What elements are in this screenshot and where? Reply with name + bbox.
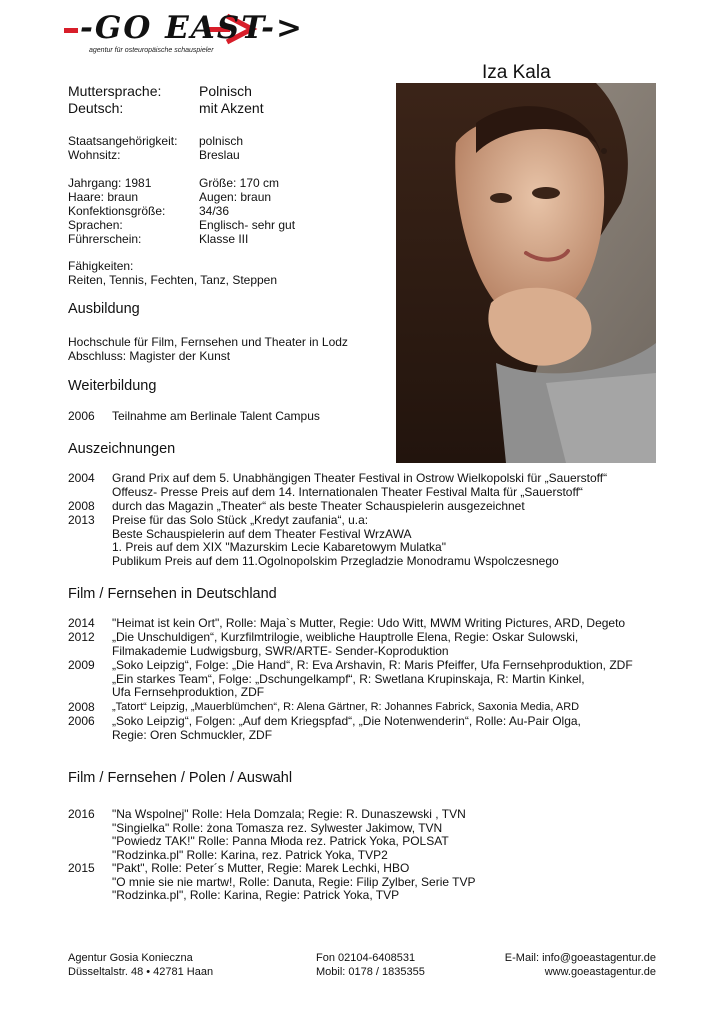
- entry-line: Publikum Preis auf dem 11.Ogolnopolskim Przegladzie Monodramu Wspolczesnego: [112, 553, 559, 568]
- phone-number: Fon 02104-6408531: [316, 952, 416, 964]
- entry-line: „Soko Leipzig“, Folgen: „Auf dem Kriegspfad“, „Die Notenwenderin“, Rolle: Au-Pair Olga,: [112, 714, 581, 728]
- entry-year: 2004: [68, 471, 95, 485]
- film-germany-heading: Film / Fernsehen in Deutschland: [68, 586, 277, 602]
- entry-line: „Ein starkes Team“, Folge: „Dschungelkampf“, R: Swetlana Krupinskaja, R: Martin Kinkel,: [112, 671, 585, 686]
- entry-year: 2006: [68, 409, 95, 423]
- entry-line: Grand Prix auf dem 5. Unabhängigen Theater Festival in Ostrow Wielkopolski für „Sauerstoff“: [112, 471, 608, 485]
- entry-line: Regie: Oren Schmuckler, ZDF: [112, 727, 273, 742]
- german-label: Deutsch:: [68, 100, 124, 116]
- portrait-photo: [396, 83, 656, 463]
- residence-value: Breslau: [199, 148, 240, 162]
- entry-year: 2008: [68, 700, 95, 714]
- entry-line: Teilnahme am Berlinale Talent Campus: [112, 409, 320, 423]
- email-link[interactable]: E-Mail: info@goeastagentur.de: [504, 952, 656, 964]
- awards-heading: Auszeichnungen: [68, 441, 176, 457]
- license-value: Klasse III: [199, 232, 249, 246]
- entry-year: 2013: [68, 513, 95, 527]
- hair-label: Haare: braun: [68, 190, 139, 204]
- entry-year: 2014: [68, 616, 95, 630]
- film-poland-heading: Film / Fernsehen / Polen / Auswahl: [68, 770, 293, 786]
- skills-label: Fähigkeiten:: [68, 259, 134, 273]
- eyes-value: Augen: braun: [199, 190, 272, 204]
- entry-year: 2009: [68, 658, 95, 672]
- nationality-label: Staatsangehörigkeit:: [68, 134, 178, 148]
- clothing-size-label: Konfektionsgröße:: [68, 204, 166, 218]
- mother-tongue-label: Muttersprache:: [68, 83, 162, 99]
- entry-line: Filmakademie Ludwigsburg, SWR/ARTE- Sender-Koproduktion: [112, 643, 449, 658]
- skills-value: Reiten, Tennis, Fechten, Tanz, Steppen: [68, 273, 278, 287]
- birth-year-label: Jahrgang: 1981: [68, 176, 152, 190]
- entry-year: 2006: [68, 714, 95, 728]
- entry-line: "O mnie sie nie martw!, Rolle: Danuta, Regie: Filip Zylber, Serie TVP: [112, 874, 476, 889]
- entry-line: Offeusz- Presse Preis auf dem 14. Internationalen Theater Festival Malta für „Sauerstoff“: [112, 484, 583, 499]
- entry-line: "Rodzinka.pl" Rolle: Karina, rez. Patrick Yoka, TVP2: [112, 847, 388, 862]
- license-label: Führerschein:: [68, 232, 142, 246]
- languages-value: Englisch- sehr gut: [199, 218, 296, 232]
- entry-line: "Heimat ist kein Ort", Rolle: Maja`s Mutter, Regie: Udo Witt, MWM Writing Pictures, ARD, Degeto: [112, 616, 626, 630]
- logo-text: -GO EAST->: [80, 10, 304, 46]
- education-line-1: Hochschule für Film, Fernsehen und Theater in Lodz: [68, 335, 348, 349]
- residence-label: Wohnsitz:: [68, 148, 121, 162]
- entry-year: 2008: [68, 499, 95, 513]
- entry-year: 2012: [68, 630, 95, 644]
- logo-subtitle: agentur für osteuropäische schauspieler: [89, 47, 214, 54]
- footer-contact: [478, 951, 656, 979]
- entry-line: durch das Magazin „Theater“ als beste Theater Schauspielerin ausgezeichnet: [112, 499, 525, 513]
- education-heading: Ausbildung: [68, 301, 140, 317]
- go-east-logo: [62, 10, 304, 60]
- entry-line: "Singielka" Rolle: żona Tomasza rez. Sylwester Jakimow, TVN: [112, 820, 443, 835]
- clothing-size-value: 34/36: [199, 204, 230, 218]
- entry-line: "Pakt", Rolle: Peter´s Mutter, Regie: Marek Lechki, HBO: [112, 861, 410, 875]
- footer-agency: [68, 951, 213, 979]
- entry-year: 2016: [68, 807, 95, 821]
- entry-line: „Soko Leipzig“, Folge: „Die Hand“, R: Eva Arshavin, R: Maris Pfeiffer, Ufa Fernsehproduktion, ZDF: [112, 658, 633, 672]
- footer-phone: [316, 951, 425, 979]
- mother-tongue-value: Polnisch: [199, 83, 252, 99]
- entry-line: „Die Unschuldigen“, Kurzfilmtrilogie, weibliche Hauptrolle Elena, Regie: Oskar Sulowski,: [112, 630, 579, 644]
- entry-line: Beste Schauspielerin auf dem Theater Festival WrzAWA: [112, 526, 412, 541]
- height-value: Größe: 170 cm: [199, 176, 280, 190]
- entry-line: "Na Wspolnej" Rolle: Hela Domzala; Regie: R. Dunaszewski , TVN: [112, 807, 466, 821]
- agency-address: Düsseltalstr. 48 • 42781 Haan: [68, 966, 214, 978]
- languages-label: Sprachen:: [68, 218, 123, 232]
- nationality-value: polnisch: [199, 134, 244, 148]
- actor-name: Iza Kala: [482, 62, 551, 83]
- further-education-heading: Weiterbildung: [68, 378, 157, 394]
- entry-line: "Rodzinka.pl", Rolle: Karina, Regie: Patrick Yoka, TVP: [112, 888, 400, 902]
- german-value: mit Akzent: [199, 100, 264, 116]
- website-link[interactable]: www.goeastagentur.de: [544, 966, 656, 978]
- entry-line: 1. Preis auf dem XIX "Mazurskim Lecie Kabaretowym Mulatka": [112, 540, 446, 554]
- entry-line: „Tatort“ Leipzig, „Mauerblümchen“, R: Alena Gärtner, R: Johannes Fabrick, Saxonia Media, ARD: [112, 701, 580, 713]
- entry-year: 2015: [68, 861, 95, 875]
- agency-name: Agentur Gosia Konieczna: [68, 952, 193, 964]
- entry-line: "Powiedz TAK!" Rolle: Panna Młoda rez. Patrick Yoka, POLSAT: [112, 834, 449, 848]
- mobile-number: Mobil: 0178 / 1835355: [316, 966, 425, 978]
- education-line-2: Abschluss: Magister der Kunst: [68, 349, 231, 363]
- entry-line: Preise für das Solo Stück „Kredyt zaufania“, u.a:: [112, 513, 369, 527]
- entry-line: Ufa Fernsehproduktion, ZDF: [112, 685, 265, 699]
